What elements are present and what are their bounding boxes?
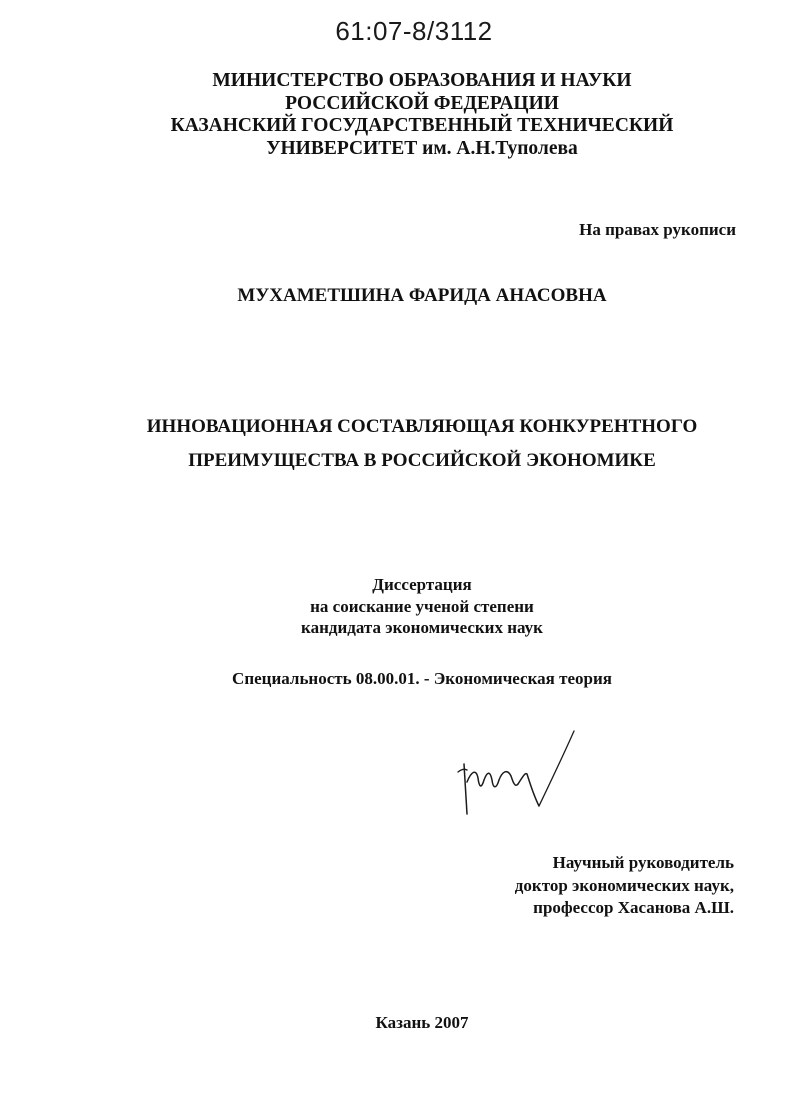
degree-line: на соискание ученой степени xyxy=(310,596,534,616)
supervisor-line: профессор Хасанова А.Ш. xyxy=(533,898,734,917)
ministry-line: РОССИЙСКОЙ ФЕДЕРАЦИИ xyxy=(285,92,559,114)
thesis-title-line: ПРЕИМУЩЕСТВА В РОССИЙСКОЙ ЭКОНОМИКЕ xyxy=(188,450,656,471)
supervisor-line: Научный руководитель xyxy=(552,853,734,872)
degree-statement xyxy=(0,574,792,639)
degree-line: Диссертация xyxy=(372,575,472,594)
ministry-line: МИНИСТЕРСТВО ОБРАЗОВАНИЯ И НАУКИ xyxy=(212,70,632,91)
ministry-header xyxy=(0,70,792,160)
thesis-title xyxy=(0,410,792,478)
city-year: Казань 2007 xyxy=(375,1013,469,1032)
specialty: Специальность 08.00.01. - Экономическая теория xyxy=(232,669,612,688)
ministry-line: УНИВЕРСИТЕТ им. А.Н.Туполева xyxy=(266,137,578,159)
thesis-title-line: ИННОВАЦИОННАЯ СОСТАВЛЯЮЩАЯ КОНКУРЕНТНОГО xyxy=(146,416,698,437)
supervisor-info xyxy=(515,852,734,920)
archive-code: 61:07-8/3112 xyxy=(335,16,493,46)
manuscript-note: На правах рукописи xyxy=(579,220,736,239)
supervisor-line: доктор экономических наук, xyxy=(514,875,734,895)
signature-image xyxy=(455,728,580,816)
degree-line: кандидата экономических наук xyxy=(301,618,543,637)
author-name: МУХАМЕТШИНА ФАРИДА АНАСОВНА xyxy=(237,285,607,306)
ministry-line: КАЗАНСКИЙ ГОСУДАРСТВЕННЫЙ ТЕХНИЧЕСКИЙ xyxy=(170,115,674,136)
